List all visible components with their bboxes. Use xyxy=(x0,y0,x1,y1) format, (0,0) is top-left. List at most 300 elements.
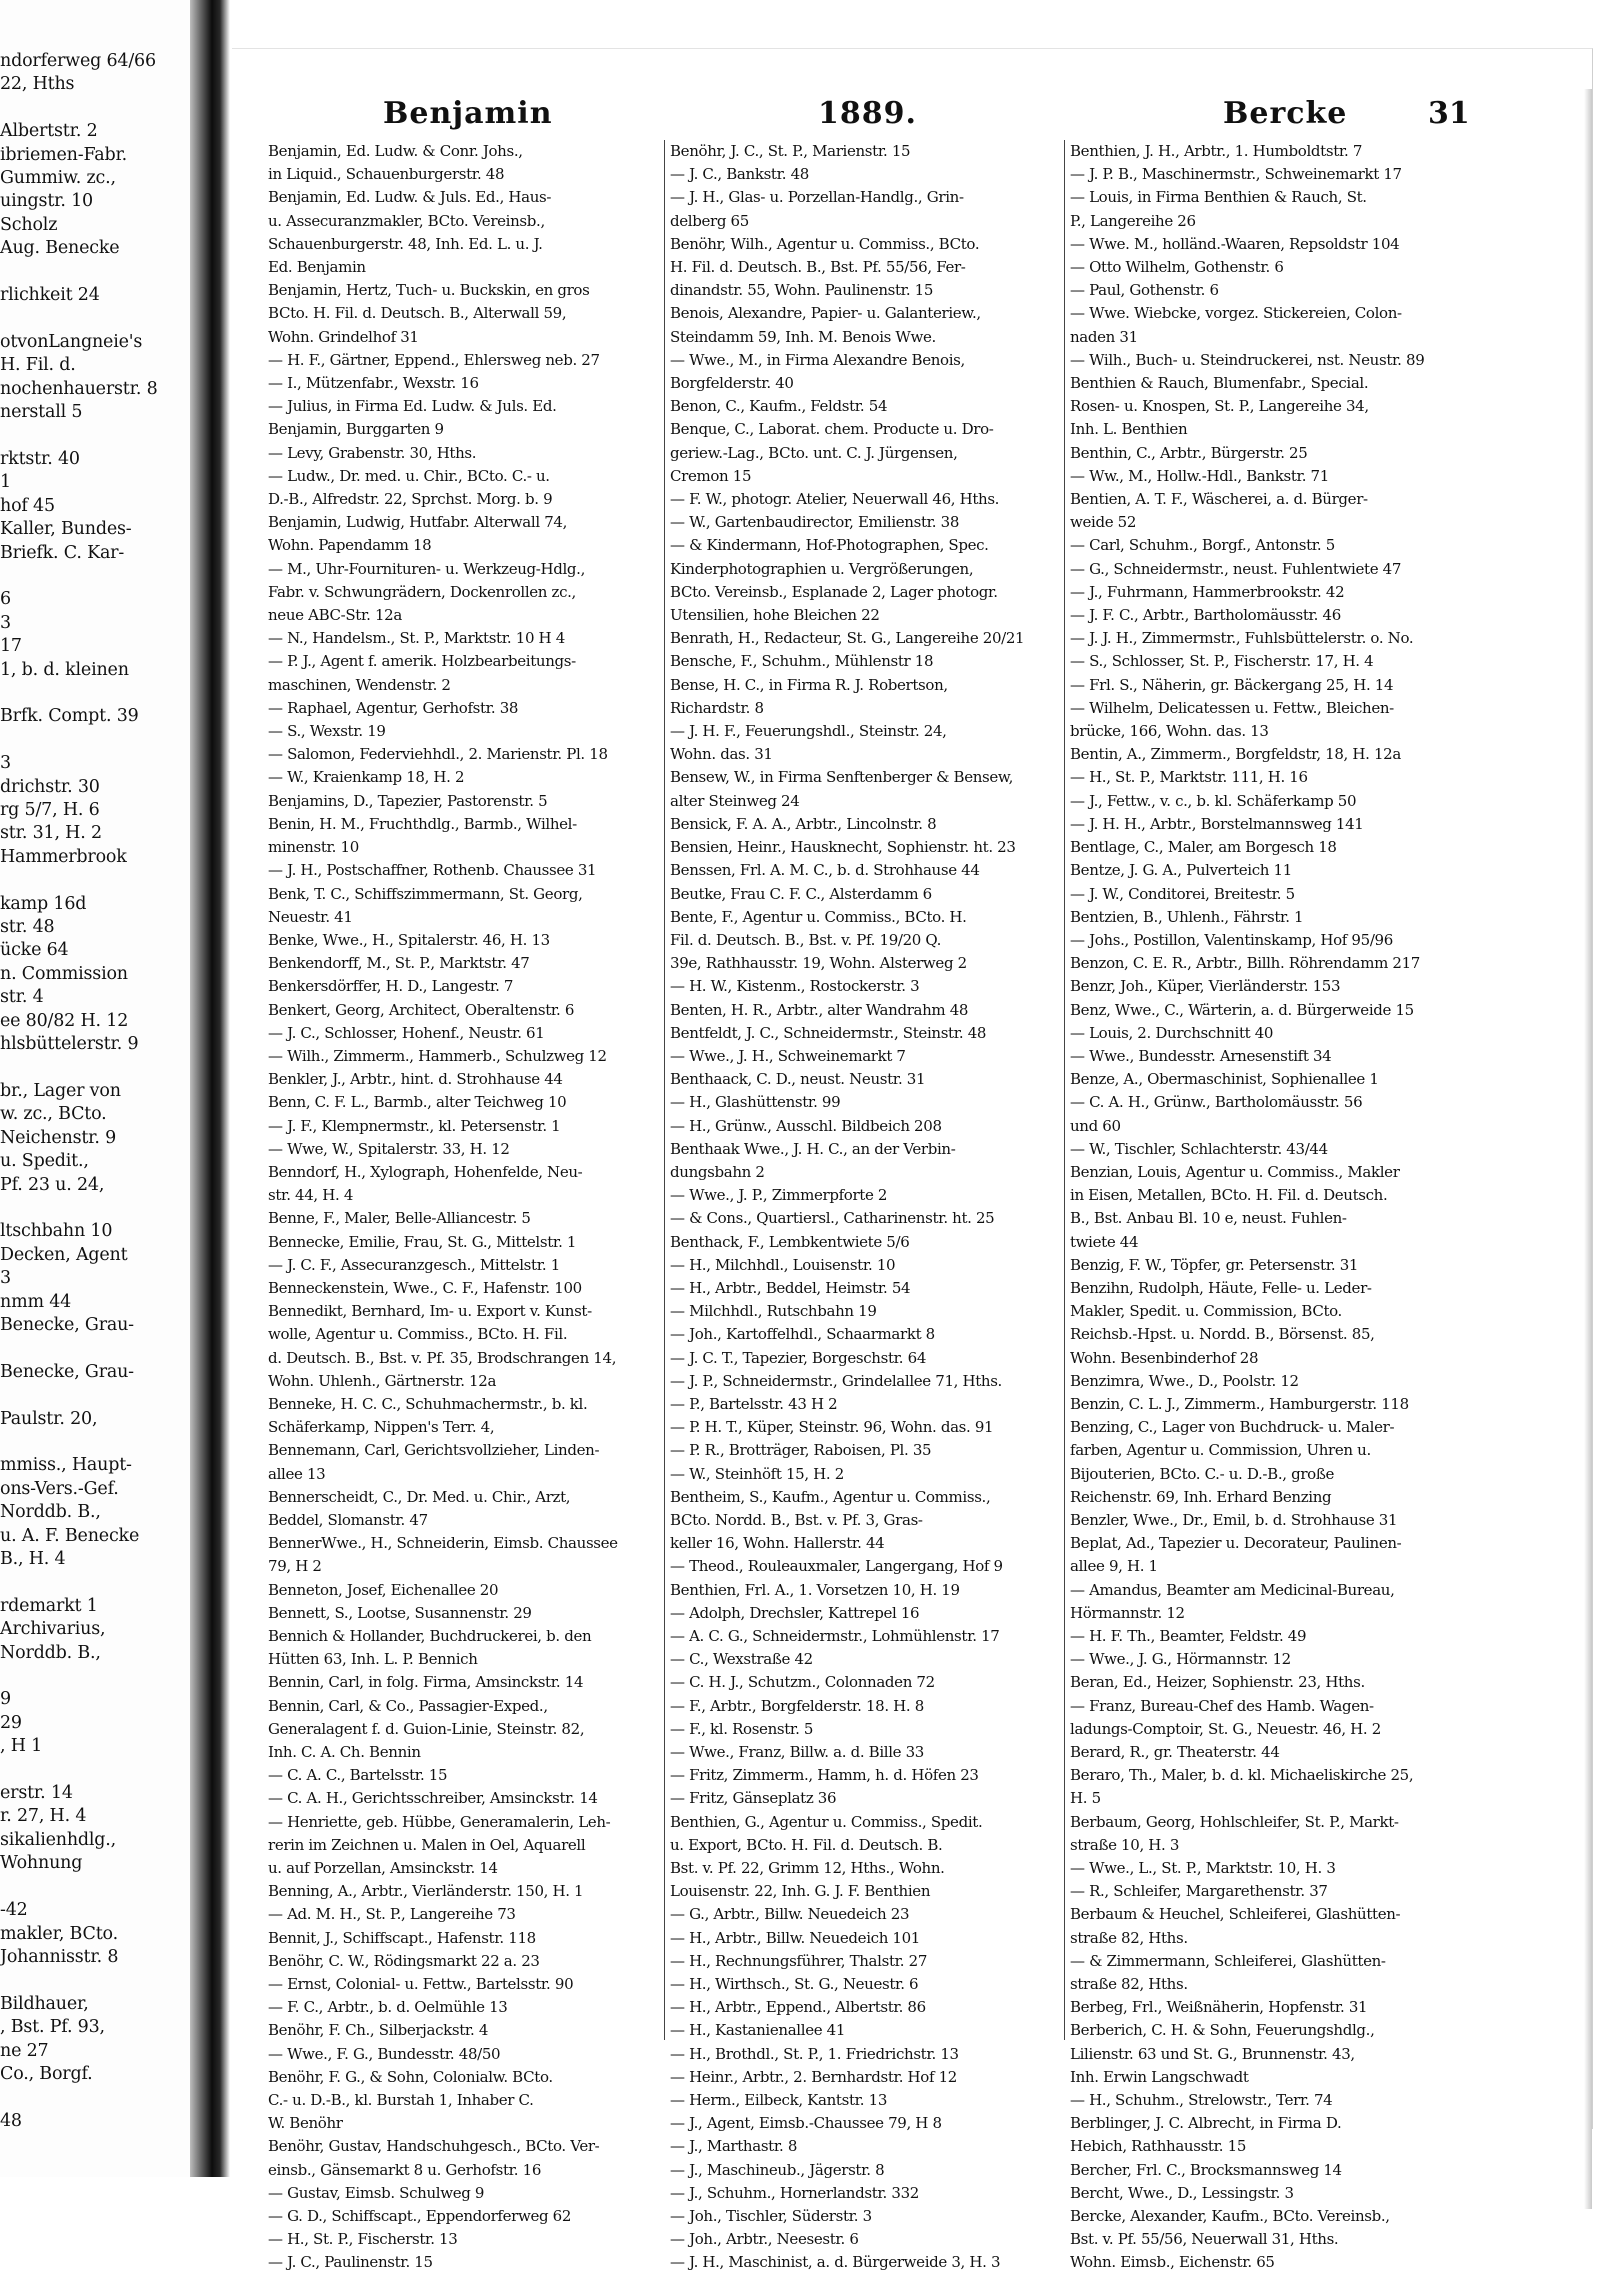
directory-entry-line: straße 10, H. 3 xyxy=(1070,1835,1180,1854)
directory-entry-line: Berbeg, Frl., Weißnäherin, Hopfenstr. 31 xyxy=(1070,1998,1368,2017)
directory-entry-line: — F. W., photogr. Atelier, Neuerwall 46, Hths. xyxy=(670,490,1000,509)
previous-page-line: r. 27, H. 4 xyxy=(0,1806,87,1827)
previous-page-line xyxy=(0,1337,185,1360)
directory-entry-line: — J. H. F., Feuerungshdl., Steinstr. 24, xyxy=(670,722,947,741)
directory-entry-line: Wohn. Grindelhof 31 xyxy=(268,327,419,346)
header-left-keyword: Benjamin xyxy=(383,96,553,131)
previous-page-line: Neichenstr. 9 xyxy=(0,1127,117,1148)
directory-entry-line: Berard, R., gr. Theaterstr. 44 xyxy=(1070,1743,1280,1762)
directory-entry-line: Bercke, Alexander, Kaufm., BCto. Vereinsb., xyxy=(1070,2207,1390,2226)
directory-entry-line: — J. H., Maschinist, a. d. Bürgerweide 3, H. 3 xyxy=(670,2253,1001,2272)
directory-entry-line: Benthaack, C. D., neust. Neustr. 31 xyxy=(670,1070,926,1089)
directory-entry-line: Berbaum & Heuchel, Schleiferei, Glashütten- xyxy=(1070,1905,1401,1924)
directory-entry-line: Bennit, J., Schiffscapt., Hafenstr. 118 xyxy=(268,1928,536,1947)
directory-entry-line: — Raphael, Agentur, Gerhofstr. 38 xyxy=(268,698,519,717)
directory-entry-line: Neuestr. 41 xyxy=(268,907,353,926)
previous-page-line: 6 xyxy=(0,589,11,610)
directory-entry-line: Benthack, F., Lembkentwiete 5/6 xyxy=(670,1232,910,1251)
directory-entry-line: Benjamins, D., Tapezier, Pastorenstr. 5 xyxy=(268,791,548,810)
directory-entry-line: Benöhr, Gustav, Handschuhgesch., BCto. Ver- xyxy=(268,2137,600,2156)
directory-entry-line: — Joh., Kartoffelhdl., Schaarmarkt 8 xyxy=(670,1325,935,1344)
previous-page-line: 1 xyxy=(0,472,11,493)
directory-entry-line: — S., Wexstr. 19 xyxy=(268,722,386,741)
directory-entry-line: 79, H 2 xyxy=(268,1557,322,1576)
directory-entry-line: — R., Schleifer, Margarethenstr. 37 xyxy=(1070,1882,1328,1901)
previous-page-line: Benecke, Grau- xyxy=(0,1314,134,1335)
directory-entry-line: — & Cons., Quartiersl., Catharinenstr. ht. 25 xyxy=(670,1209,995,1228)
directory-entry-line: — H., St. P., Marktstr. 111, H. 16 xyxy=(1070,768,1308,787)
directory-entry-line: Benz, Wwe., C., Wärterin, a. d. Bürgerweide 15 xyxy=(1070,1000,1414,1019)
directory-entry-line: — H., Arbtr., Beddel, Heimstr. 54 xyxy=(670,1278,911,1297)
directory-entry-line: Bennecke, Emilie, Frau, St. G., Mittelstr. 1 xyxy=(268,1232,577,1251)
directory-entry-line: — Wwe. M., holländ.-Waaren, Repsoldstr 104 xyxy=(1070,234,1400,253)
previous-page-line: Archivarius, xyxy=(0,1619,106,1640)
previous-page-line: Gummiw. zc., xyxy=(0,168,116,189)
directory-entry-line: Benkler, J., Arbtr., hint. d. Strohhause 44 xyxy=(268,1070,563,1089)
previous-page-line: Scholz xyxy=(0,214,58,235)
directory-entry-line: — Ludw., Dr. med. u. Chir., BCto. C.- u. xyxy=(268,466,550,485)
directory-column-2 xyxy=(670,140,1062,2272)
previous-page-line xyxy=(0,1969,185,1992)
directory-entry-line: — H., Glashüttenstr. 99 xyxy=(670,1093,841,1112)
directory-entry-line: — Fritz, Gänseplatz 36 xyxy=(670,1789,837,1808)
directory-entry-line: wolle, Agentur u. Commiss., BCto. H. Fil. xyxy=(268,1325,568,1344)
directory-entry-line: Lilienstr. 63 und St. G., Brunnenstr. 43, xyxy=(1070,2044,1355,2063)
previous-page-line: 17 xyxy=(0,636,22,657)
previous-page-line: u. Spedit., xyxy=(0,1151,89,1172)
previous-page-line: B., H. 4 xyxy=(0,1549,66,1569)
previous-page-line: otvonLangneie's xyxy=(0,331,143,352)
directory-entry-line: — J. H., Glas- u. Porzellan-Handlg., Grin- xyxy=(670,188,964,207)
directory-entry-line: naden 31 xyxy=(1070,327,1138,346)
directory-entry-line: Kinderphotographien u. Vergrößerungen, xyxy=(670,559,974,578)
previous-page-line xyxy=(0,261,185,284)
directory-entry-line: Wohn. das. 31 xyxy=(670,745,773,764)
directory-entry-line: Benthien, Frl. A., 1. Vorsetzen 10, H. 19 xyxy=(670,1580,960,1599)
directory-entry-line: Benke, Wwe., H., Spitalerstr. 46, H. 13 xyxy=(268,930,550,949)
directory-entry-line: in Liquid., Schauenburgerstr. 48 xyxy=(268,165,505,184)
directory-entry-line: Bercht, Wwe., D., Lessingstr. 3 xyxy=(1070,2183,1294,2202)
directory-entry-line: Benne, F., Maler, Belle-Alliancestr. 5 xyxy=(268,1209,531,1228)
directory-entry-line: Louisenstr. 22, Inh. G. J. F. Benthien xyxy=(670,1882,931,1901)
directory-entry-line: — Wwe., M., in Firma Alexandre Benois, xyxy=(670,350,965,369)
directory-entry-line: einsb., Gänsemarkt 8 u. Gerhofstr. 16 xyxy=(268,2160,542,2179)
directory-entry-line: — Heinr., Arbtr., 2. Bernhardstr. Hof 12 xyxy=(670,2067,957,2086)
directory-entry-line: — J., Marthastr. 8 xyxy=(670,2137,798,2156)
book-gutter-shadow xyxy=(190,0,230,2177)
directory-entry-line: — C., Wexstraße 42 xyxy=(670,1650,813,1669)
directory-entry-line: Reichsb.-Hpst. u. Nordd. B., Börsenst. 85, xyxy=(1070,1325,1375,1344)
directory-entry-line: Benjamin, Ed. Ludw. & Juls. Ed., Haus- xyxy=(268,188,552,207)
directory-entry-line: Bensien, Heinr., Hausknecht, Sophienstr. ht. 23 xyxy=(670,838,1016,857)
page-edge xyxy=(1584,89,1592,2209)
previous-page-line: rdemarkt 1 xyxy=(0,1595,98,1616)
directory-entry-line: — C. A. H., Gerichtsschreiber, Amsinckstr. 14 xyxy=(268,1789,598,1808)
directory-entry-line: — P. R., Brotträger, Raboisen, Pl. 35 xyxy=(670,1441,932,1460)
previous-page-line: Norddb. B., xyxy=(0,1642,101,1663)
previous-page-line: rktstr. 40 xyxy=(0,448,80,469)
directory-entry-line: — Ww., M., Hollw.-Hdl., Bankstr. 71 xyxy=(1070,466,1329,485)
previous-page-line: ltschbahn 10 xyxy=(0,1221,113,1242)
directory-entry-line: — J. P. B., Maschinermstr., Schweinemarkt 17 xyxy=(1070,165,1402,184)
directory-entry-line: dinandstr. 55, Wohn. Paulinenstr. 15 xyxy=(670,281,934,300)
previous-page-line: , H 1 xyxy=(0,1736,43,1757)
directory-entry-line: — & Kindermann, Hof-Photographen, Spec. xyxy=(670,536,989,555)
directory-entry-line: — Milchhdl., Rutschbahn 19 xyxy=(670,1302,877,1321)
directory-entry-line: Benneton, Josef, Eichenallee 20 xyxy=(268,1580,499,1599)
directory-entry-line: Berbaum, Georg, Hohlschleifer, St. P., Markt- xyxy=(1070,1812,1399,1831)
directory-entry-line: Bentfeldt, J. C., Schneidermstr., Steinstr. 48 xyxy=(670,1023,987,1042)
directory-entry-line: u. Export, BCto. H. Fil. d. Deutsch. B. xyxy=(670,1835,943,1854)
directory-entry-line: — J. C. T., Tapezier, Borgeschstr. 64 xyxy=(670,1348,927,1367)
previous-page-line xyxy=(0,1876,185,1899)
directory-entry-line: Rosen- u. Knospen, St. P., Langereihe 34, xyxy=(1070,397,1369,416)
directory-entry-line: — Fritz, Zimmerm., Hamm, h. d. Höfen 23 xyxy=(670,1766,979,1785)
directory-entry-line: Beran, Ed., Heizer, Sophienstr. 23, Hths. xyxy=(1070,1673,1365,1692)
directory-entry-line: W. Benöhr xyxy=(268,2114,343,2133)
directory-entry-line: Benöhr, J. C., St. P., Marienstr. 15 xyxy=(670,142,911,160)
directory-entry-line: Cremon 15 xyxy=(670,466,752,485)
directory-entry-line: maschinen, Wendenstr. 2 xyxy=(268,675,451,694)
directory-entry-line: — Wwe, W., Spitalerstr. 33, H. 12 xyxy=(268,1139,510,1158)
directory-entry-line: Bentzien, B., Uhlenh., Fährstr. 1 xyxy=(1070,907,1304,926)
previous-page-line: nmm 44 xyxy=(0,1291,72,1312)
directory-entry-line: Richardstr. 8 xyxy=(670,698,764,717)
directory-entry-line: — G. D., Schiffscapt., Eppendorferweg 62 xyxy=(268,2207,572,2226)
directory-entry-line: C.- u. D.-B., kl. Burstah 1, Inhaber C. xyxy=(268,2091,534,2110)
directory-entry-line: — Wwe., L., St. P., Marktstr. 10, H. 3 xyxy=(1070,1859,1336,1878)
directory-entry-line: Benjamin, Burggarten 9 xyxy=(268,420,444,439)
directory-entry-line: Bijouterien, BCto. C.- u. D.-B., große xyxy=(1070,1464,1335,1483)
previous-page-line: ücke 64 xyxy=(0,940,69,961)
directory-entry-line: Generalagent f. d. Guion-Linie, Steinstr. 82, xyxy=(268,1719,585,1738)
directory-entry-line: — H. W., Kistenm., Rostockerstr. 3 xyxy=(670,977,920,996)
directory-entry-line: Hütten 63, Inh. L. P. Bennich xyxy=(268,1650,478,1669)
previous-page-line: Decken, Agent xyxy=(0,1244,128,1265)
directory-entry-line: — H., Kastanienallee 41 xyxy=(670,2021,846,2040)
directory-entry-line: Wohn. Uhlenh., Gärtnerstr. 12a xyxy=(268,1371,497,1390)
previous-page-line xyxy=(0,97,185,120)
directory-entry-line: Bensick, F. A. A., Arbtr., Lincolnstr. 8 xyxy=(670,814,937,833)
previous-page-line: nerstall 5 xyxy=(0,402,83,423)
directory-entry-line: — J. F., Klempnermstr., kl. Petersenstr. 1 xyxy=(268,1116,561,1135)
directory-entry-line: — J. P., Schneidermstr., Grindelallee 71, Hths. xyxy=(670,1371,1002,1390)
directory-entry-line: Bennemann, Carl, Gerichtsvollzieher, Linden- xyxy=(268,1441,600,1460)
directory-entry-line: — J., Fuhrmann, Hammerbrookstr. 42 xyxy=(1070,582,1345,601)
directory-entry-line: Benneke, H. C. C., Schuhmachermstr., b. kl. xyxy=(268,1394,588,1413)
previous-page-line xyxy=(0,1759,185,1782)
directory-entry-line: Benk, T. C., Schiffszimmermann, St. Georg, xyxy=(268,884,583,903)
directory-entry-line: Benthien, G., Agentur u. Commiss., Spedit. xyxy=(670,1812,983,1831)
directory-entry-line: twiete 44 xyxy=(1070,1232,1139,1251)
directory-entry-line: allee 13 xyxy=(268,1464,326,1483)
previous-page-line xyxy=(0,2086,185,2109)
directory-entry-line: — J. H. H., Arbtr., Borstelmannsweg 141 xyxy=(1070,814,1364,833)
directory-entry-line: — Ernst, Colonial- u. Fettw., Bartelsstr. 90 xyxy=(268,1975,574,1994)
directory-entry-line: — H., Milchhdl., Louisenstr. 10 xyxy=(670,1255,896,1274)
directory-entry-line: minenstr. 10 xyxy=(268,838,359,857)
directory-entry-line: — Wilh., Buch- u. Steindruckerei, nst. Neustr. 89 xyxy=(1070,350,1425,369)
previous-page-line: 29 xyxy=(0,1712,22,1733)
previous-page-line xyxy=(0,565,185,588)
directory-entry-line: — J., Agent, Eimsb.-Chaussee 79, H 8 xyxy=(670,2114,942,2133)
directory-entry-line: — J. H., Postschaffner, Rothenb. Chaussee 31 xyxy=(268,861,597,880)
directory-entry-line: — Levy, Grabenstr. 30, Hths. xyxy=(268,443,477,462)
previous-page-line: str. 48 xyxy=(0,917,55,938)
directory-entry-line: delberg 65 xyxy=(670,211,749,230)
previous-page-line xyxy=(0,1384,185,1407)
directory-entry-line: alter Steinweg 24 xyxy=(670,791,800,810)
page-number: 31 xyxy=(1428,96,1470,131)
previous-page-line: 3 xyxy=(0,1268,11,1289)
directory-entry-line: — P., Bartelsstr. 43 H 2 xyxy=(670,1394,838,1413)
previous-page-line xyxy=(0,682,185,705)
directory-entry-line: straße 82, Hths. xyxy=(1070,1928,1188,1947)
directory-entry-line: — Joh., Arbtr., Neesestr. 6 xyxy=(670,2230,859,2249)
directory-entry-line: — Wwe., Franz, Billw. a. d. Bille 33 xyxy=(670,1743,925,1762)
directory-entry-line: — A. C. G., Schneidermstr., Lohmühlenstr. 17 xyxy=(670,1627,1000,1645)
directory-entry-line: P., Langereihe 26 xyxy=(1070,211,1196,230)
directory-entry-line: Makler, Spedit. u. Commission, BCto. xyxy=(1070,1302,1342,1321)
directory-entry-line: Benkert, Georg, Architect, Oberaltenstr. 6 xyxy=(268,1000,575,1019)
previous-page-line: Benecke, Grau- xyxy=(0,1361,134,1382)
directory-entry-line: — Amandus, Beamter am Medicinal-Bureau, xyxy=(1070,1580,1395,1599)
directory-entry-line: Reichenstr. 69, Inh. Erhard Benzing xyxy=(1070,1487,1332,1506)
previous-page-line: br., Lager von xyxy=(0,1080,121,1101)
previous-page-line: mmiss., Haupt- xyxy=(0,1455,132,1476)
previous-page-line: uingstr. 10 xyxy=(0,191,93,212)
directory-entry-line: Beddel, Slomanstr. 47 xyxy=(268,1510,428,1529)
directory-entry-line: Bst. v. Pf. 55/56, Neuerwall 31, Hths. xyxy=(1070,2230,1339,2249)
directory-entry-line: brücke, 166, Wohn. das. 13 xyxy=(1070,722,1269,741)
directory-entry-line: Bennin, Carl, in folg. Firma, Amsinckstr. 14 xyxy=(268,1673,584,1692)
directory-entry-line: Benthien & Rauch, Blumenfabr., Special. xyxy=(1070,374,1369,393)
directory-entry-line: Bentin, A., Zimmerm., Borgfeldstr, 18, H. 12a xyxy=(1070,745,1401,764)
previous-page-line: ndorferweg 64/66 xyxy=(0,51,156,71)
previous-page-line: Co., Borgf. xyxy=(0,2063,93,2084)
previous-page-line xyxy=(0,1431,185,1454)
directory-entry-line: — Louis, in Firma Benthien & Rauch, St. xyxy=(1070,188,1367,207)
previous-page-line: , Bst. Pf. 93, xyxy=(0,2017,105,2038)
directory-column-1 xyxy=(268,140,660,2272)
directory-entry-line: in Eisen, Metallen, BCto. H. Fil. d. Deutsch. xyxy=(1070,1186,1388,1205)
directory-entry-line: d. Deutsch. B., Bst. v. Pf. 35, Brodschrangen 14, xyxy=(268,1348,617,1367)
previous-page-line: ibriemen-Fabr. xyxy=(0,144,128,165)
directory-entry-line: — H., Schuhm., Strelowstr., Terr. 74 xyxy=(1070,2091,1333,2110)
directory-entry-line: Benöhr, Wilh., Agentur u. Commiss., BCto. xyxy=(670,234,980,253)
directory-entry-line: — Frl. S., Näherin, gr. Bäckergang 25, H. 14 xyxy=(1070,675,1394,694)
directory-entry-line: — Herm., Eilbeck, Kantstr. 13 xyxy=(670,2091,888,2110)
directory-entry-line: — H. F. Th., Beamter, Feldstr. 49 xyxy=(1070,1627,1307,1645)
previous-page-line: kamp 16d xyxy=(0,893,87,914)
directory-entry-line: Fil. d. Deutsch. B., Bst. v. Pf. 19/20 Q. xyxy=(670,930,942,949)
directory-entry-line: — Wilhelm, Delicatessen u. Fettw., Bleichen- xyxy=(1070,698,1394,717)
previous-page-line: ee 80/82 H. 12 xyxy=(0,1010,129,1031)
directory-entry-line: — Ad. M. H., St. P., Langereihe 73 xyxy=(268,1905,516,1924)
previous-page-line: Norddb. B., xyxy=(0,1502,101,1523)
directory-entry-line: B., Bst. Anbau Bl. 10 e, neust. Fuhlen- xyxy=(1070,1209,1347,1228)
directory-entry-line: Benten, H. R., Arbtr., alter Wandrahm 48 xyxy=(670,1000,969,1019)
directory-entry-line: — F. C., Arbtr., b. d. Oelmühle 13 xyxy=(268,1998,508,2017)
directory-entry-line: — H. F., Gärtner, Eppend., Ehlersweg neb. 27 xyxy=(268,350,600,369)
previous-page-line: 22, Hths xyxy=(0,74,75,95)
directory-entry-line: — S., Schlosser, St. P., Fischerstr. 17, H. 4 xyxy=(1070,652,1374,671)
directory-entry-line: — J., Maschineub., Jägerstr. 8 xyxy=(670,2160,885,2179)
directory-entry-line: Benneckenstein, Wwe., C. F., Hafenstr. 100 xyxy=(268,1278,582,1297)
directory-entry-line: Bennin, Carl, & Co., Passagier-Exped., xyxy=(268,1696,548,1715)
previous-page-line: 48 xyxy=(0,2110,22,2131)
directory-entry-line: BCto. H. Fil. d. Deutsch. B., Alterwall 59, xyxy=(268,304,567,323)
directory-entry-line: Bennedikt, Bernhard, Im- u. Export v. Kunst- xyxy=(268,1302,592,1321)
previous-page-line: Bildhauer, xyxy=(0,1993,89,2014)
directory-entry-line: Bensche, F., Schuhm., Mühlenstr 18 xyxy=(670,652,934,671)
directory-entry-line: rerin im Zeichnen u. Malen in Oel, Aquarell xyxy=(268,1835,586,1854)
previous-page-line: Albertstr. 2 xyxy=(0,121,98,142)
previous-page-line: hlsbüttelerstr. 9 xyxy=(0,1034,139,1055)
directory-entry-line: Inh. L. Benthien xyxy=(1070,420,1188,439)
directory-entry-line: Hebich, Rathhausstr. 15 xyxy=(1070,2137,1247,2156)
directory-entry-line: Bentlage, C., Maler, am Borgesch 18 xyxy=(1070,838,1337,857)
directory-entry-line: u. auf Porzellan, Amsinckstr. 14 xyxy=(268,1859,498,1878)
directory-entry-line: — J. C., Paulinenstr. 15 xyxy=(268,2253,433,2272)
directory-entry-line: Schauenburgerstr. 48, Inh. Ed. L. u. J. xyxy=(268,234,543,253)
directory-entry-line: Benon, C., Kaufm., Feldstr. 54 xyxy=(670,397,888,416)
directory-entry-line: — G., Arbtr., Billw. Neuedeich 23 xyxy=(670,1905,910,1924)
directory-entry-line: — Wilh., Zimmerm., Hammerb., Schulzweg 12 xyxy=(268,1046,607,1065)
previous-page-line: n. Commission xyxy=(0,963,128,984)
previous-page-line: nochenhauerstr. 8 xyxy=(0,378,158,399)
directory-entry-line: Benndorf, H., Xylograph, Hohenfelde, Neu- xyxy=(268,1162,583,1181)
previous-page-line: H. Fil. d. xyxy=(0,355,76,376)
directory-entry-line: Benn, C. F. L., Barmb., alter Teichweg 10 xyxy=(268,1093,567,1112)
directory-entry-line: Hörmannstr. 12 xyxy=(1070,1603,1185,1622)
directory-entry-line: Benzian, Louis, Agentur u. Commiss., Makler xyxy=(1070,1162,1400,1181)
directory-entry-line: dungsbahn 2 xyxy=(670,1162,765,1181)
previous-page-line xyxy=(0,869,185,892)
previous-page-line xyxy=(0,1197,185,1220)
directory-entry-line: Berberich, C. H. & Sohn, Feuerungshdlg., xyxy=(1070,2021,1375,2040)
directory-entry-line: Benzihn, Rudolph, Häute, Felle- u. Leder- xyxy=(1070,1278,1372,1297)
directory-entry-line: Utensilien, hohe Bleichen 22 xyxy=(670,606,880,625)
previous-page-line: Wohnung xyxy=(0,1853,83,1874)
directory-entry-line: — W., Steinhöft 15, H. 2 xyxy=(670,1464,844,1483)
directory-entry-line: Borgfelderstr. 40 xyxy=(670,374,794,393)
previous-page-line xyxy=(0,729,185,752)
directory-entry-line: weide 52 xyxy=(1070,513,1137,532)
directory-entry-line: — J. J. H., Zimmermstr., Fuhlsbüttelerstr. o. No. xyxy=(1070,629,1414,648)
directory-entry-line: — Wwe. Wiebcke, vorgez. Stickereien, Colon- xyxy=(1070,304,1402,323)
directory-entry-line: Bst. v. Pf. 22, Grimm 12, Hths., Wohn. xyxy=(670,1859,945,1878)
directory-entry-line: — Wwe., J. P., Zimmerpforte 2 xyxy=(670,1186,888,1205)
directory-entry-line: Benzin, C. L. J., Zimmerm., Hamburgerstr. 118 xyxy=(1070,1394,1409,1413)
previous-page-line: sikalienhdlg., xyxy=(0,1829,117,1850)
directory-entry-line: Fabr. v. Schwungrädern, Dockenrollen zc., xyxy=(268,582,576,601)
directory-entry-line: Beutke, Frau C. F. C., Alsterdamm 6 xyxy=(670,884,932,903)
directory-entry-line: — J., Fettw., v. c., b. kl. Schäferkamp 50 xyxy=(1070,791,1357,810)
directory-entry-line: Benjamin, Ludwig, Hutfabr. Alterwall 74, xyxy=(268,513,568,532)
directory-entry-line: Bentheim, S., Kaufm., Agentur u. Commiss., xyxy=(670,1487,991,1506)
directory-entry-line: — C. A. H., Grünw., Bartholomäusstr. 56 xyxy=(1070,1093,1363,1112)
directory-entry-line: Wohn. Eimsb., Eichenstr. 65 xyxy=(1070,2253,1275,2272)
directory-entry-line: — J. W., Conditorei, Breitestr. 5 xyxy=(1070,884,1295,903)
directory-entry-line: Bentze, J. G. A., Pulverteich 11 xyxy=(1070,861,1292,880)
directory-entry-line: neue ABC-Str. 12a xyxy=(268,606,402,625)
previous-page-line xyxy=(0,307,185,330)
directory-entry-line: Benthaak Wwe., J. H. C., an der Verbin- xyxy=(670,1139,956,1158)
previous-page-line: Hammerbrook xyxy=(0,846,127,867)
directory-entry-line: — Joh., Tischler, Süderstr. 3 xyxy=(670,2207,872,2226)
directory-entry-line: — G., Schneidermstr., neust. Fuhlentwiete 47 xyxy=(1070,559,1402,578)
directory-entry-line: H. 5 xyxy=(1070,1789,1101,1808)
column-divider xyxy=(664,140,665,2040)
directory-entry-line: Benöhr, F. G., & Sohn, Colonialw. BCto. xyxy=(268,2067,553,2086)
directory-entry-line: Bennich & Hollander, Buchdruckerei, b. den xyxy=(268,1627,592,1645)
previous-page-line xyxy=(0,1665,185,1688)
directory-entry-line: — H., Rechnungsführer, Thalstr. 27 xyxy=(670,1951,928,1970)
previous-page-line: 3 xyxy=(0,753,11,774)
directory-entry-line: Bense, H. C., in Firma R. J. Robertson, xyxy=(670,675,948,694)
directory-entry-line: Benjamin, Ed. Ludw. & Conr. Johs., xyxy=(268,142,523,160)
directory-entry-line: — F., kl. Rosenstr. 5 xyxy=(670,1719,814,1738)
directory-entry-line: — J. C. F., Assecuranzgesch., Mittelstr. 1 xyxy=(268,1255,560,1274)
directory-entry-line: — Wwe., Bundesstr. Arnesenstift 34 xyxy=(1070,1046,1332,1065)
directory-entry-line: BennerWwe., H., Schneiderin, Eimsb. Chaussee xyxy=(268,1534,618,1553)
header-right-keyword: Bercke xyxy=(1223,96,1348,131)
directory-entry-line: Bensew, W., in Firma Senftenberger & Bensew, xyxy=(670,768,1014,787)
directory-entry-line: farben, Agentur u. Commission, Uhren u. xyxy=(1070,1441,1371,1460)
directory-entry-line: BCto. Vereinsb., Esplanade 2, Lager photogr. xyxy=(670,582,998,601)
previous-page-fragment xyxy=(0,50,185,2131)
directory-entry-line: — Wwe., J. G., Hörmannstr. 12 xyxy=(1070,1650,1291,1669)
directory-entry-line: — H., Grünw., Ausschl. Bildbeich 208 xyxy=(670,1116,942,1135)
directory-entry-line: — P. J., Agent f. amerik. Holzbearbeitungs- xyxy=(268,652,576,671)
directory-entry-line: Bercher, Frl. C., Brocksmannsweg 14 xyxy=(1070,2160,1342,2179)
directory-entry-line: Schäferkamp, Nippen's Terr. 4, xyxy=(268,1418,495,1437)
directory-entry-line: — C. A. C., Bartelsstr. 15 xyxy=(268,1766,448,1785)
directory-entry-line: Benthin, C., Arbtr., Bürgerstr. 25 xyxy=(1070,443,1308,462)
previous-page-line: str. 4 xyxy=(0,987,44,1008)
directory-entry-line: u. Assecuranzmakler, BCto. Vereinsb., xyxy=(268,211,545,230)
previous-page-line: erstr. 14 xyxy=(0,1783,73,1804)
directory-entry-line: — C. H. J., Schutzm., Colonnaden 72 xyxy=(670,1673,935,1692)
directory-entry-line: — Gustav, Eimsb. Schulweg 9 xyxy=(268,2183,485,2202)
previous-page-line: 9 xyxy=(0,1689,11,1710)
directory-entry-line: — H., Arbtr., Eppend., Albertstr. 86 xyxy=(670,1998,926,2017)
previous-page-line: u. A. F. Benecke xyxy=(0,1525,140,1546)
directory-entry-line: — Theod., Rouleauxmaler, Langergang, Hof 9 xyxy=(670,1557,1003,1576)
directory-entry-line: Benöhr, C. W., Rödingsmarkt 22 a. 23 xyxy=(268,1951,540,1970)
directory-entry-line: Benthien, J. H., Arbtr., 1. Humboldtstr. 7 xyxy=(1070,142,1363,160)
directory-entry-line: straße 82, Hths. xyxy=(1070,1975,1188,1994)
directory-entry-line: — Adolph, Drechsler, Kattrepel 16 xyxy=(670,1603,920,1622)
directory-entry-line: — H., Wirthsch., St. G., Neuestr. 6 xyxy=(670,1975,919,1994)
directory-column-3 xyxy=(1070,140,1462,2272)
directory-entry-line: — J. C., Schlosser, Hohenf., Neustr. 61 xyxy=(268,1023,545,1042)
directory-entry-line: Benrath, H., Redacteur, St. G., Langereihe 20/21 xyxy=(670,629,1025,648)
directory-entry-line: Benkendorff, M., St. P., Marktstr. 47 xyxy=(268,954,530,973)
directory-entry-line: Benjamin, Hertz, Tuch- u. Buckskin, en gros xyxy=(268,281,590,300)
directory-entry-line: str. 44, H. 4 xyxy=(268,1186,354,1205)
previous-page-line: w. zc., BCto. xyxy=(0,1104,107,1125)
directory-entry-line: — W., Kraienkamp 18, H. 2 xyxy=(268,768,465,787)
directory-entry-line: — J. F. C., Arbtr., Bartholomäusstr. 46 xyxy=(1070,606,1341,625)
directory-entry-line: Bennett, S., Lootse, Susannenstr. 29 xyxy=(268,1603,532,1622)
directory-entry-line: — I., Mützenfabr., Wexstr. 16 xyxy=(268,374,479,393)
previous-page-line: Kaller, Bundes- xyxy=(0,519,132,540)
previous-page-line: Aug. Benecke xyxy=(0,238,120,259)
previous-page-line: ne 27 xyxy=(0,2040,49,2061)
directory-entry-line: — Paul, Gothenstr. 6 xyxy=(1070,281,1219,300)
